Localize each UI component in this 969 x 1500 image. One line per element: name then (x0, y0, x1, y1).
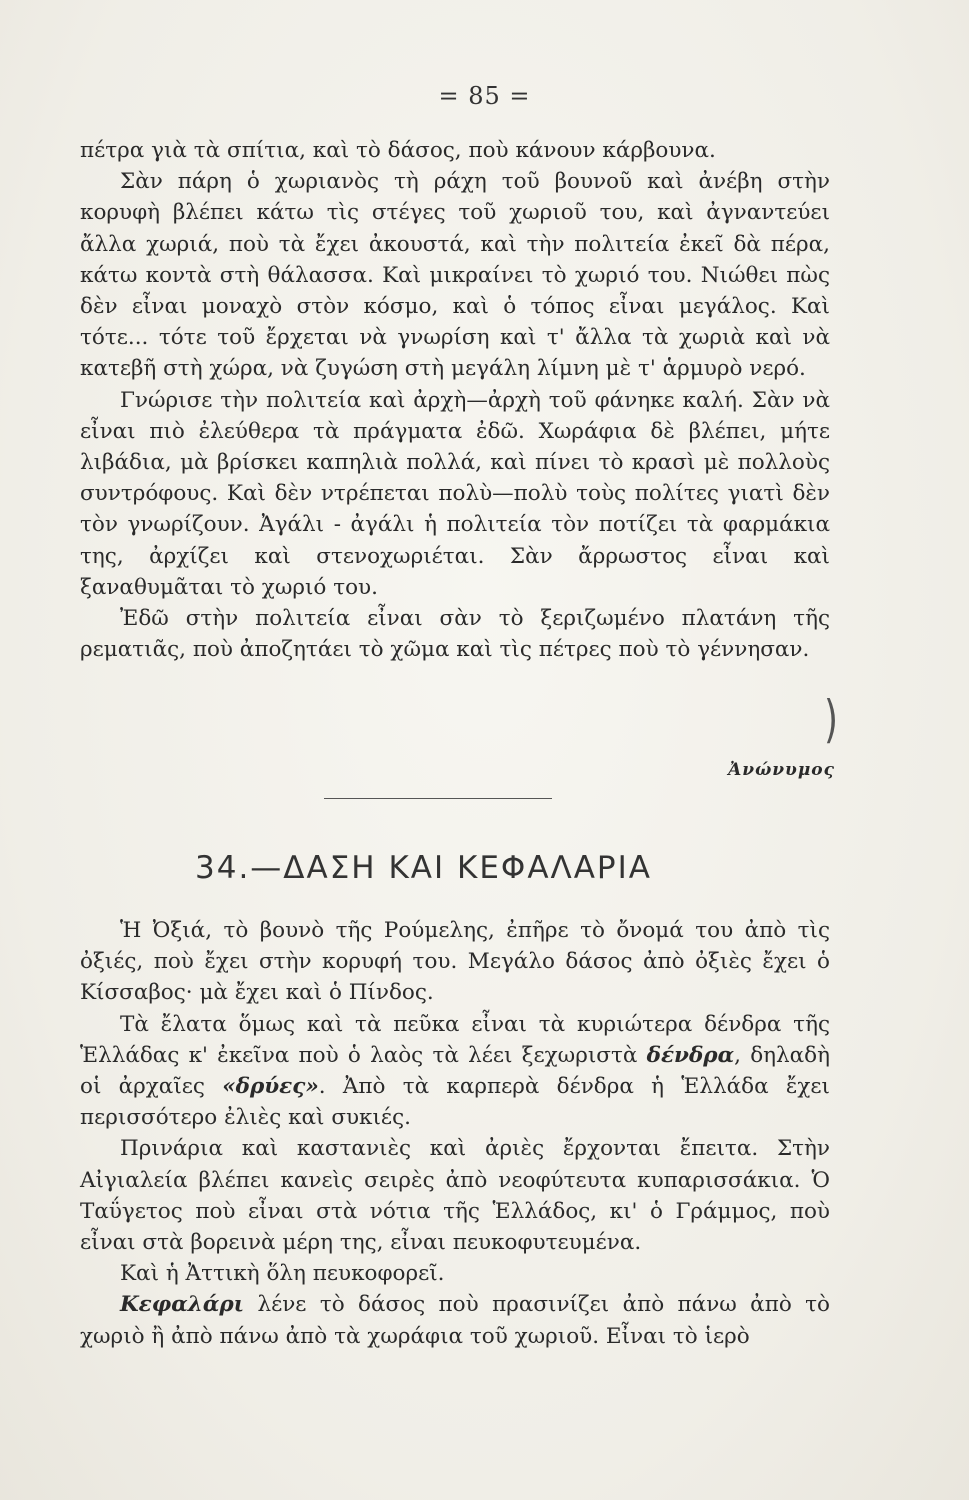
closing-bracket-mark: ) (824, 691, 839, 750)
paragraph: Ἡ Ὀξιά, τὸ βουνὸ τῆς Ρούμελης, ἐπῆρε τὸ ὄνομά του ἀπὸ τὶς ὀξιές, ποὺ ἔχει στὴν κορυφή του. Μεγάλο δάσος ἀπὸ ὀξιὲς ἔχει ὁ Κίσσαβος· μὰ ἔχει καὶ ὁ Πίνδος. (80, 918, 830, 1006)
paragraph (80, 1009, 830, 1134)
emphasized-term: Κεφαλάρι (120, 1292, 245, 1318)
paragraph: πέτρα γιὰ τὰ σπίτια, καὶ τὸ δάσος, ποὺ κάνουν κάρβουνα. (80, 138, 716, 163)
paragraph: Γνώρισε τὴν πολιτεία καὶ ἀρχὴ—ἀρχὴ τοῦ φάνηκε καλή. Σὰν νὰ εἶναι πιὸ ἐλεύθερα τὰ πράγματα ἐδῶ. Χωράφια δὲ βλέπει, μήτε λιβάδια, μὰ βρίσκει καπηλιὰ πολλά, καὶ πίνει τὸ κρασὶ μὲ πολλοὺς συντρόφους. Καὶ δὲν ντρέπεται πολὺ—πολὺ τοὺς πολίτες γιατὶ δὲν τὸν γνωρίζουν. Ἀγάλι - ἀγάλι ἡ πολιτεία τὸν ποτίζει τὰ φαρμάκια της, ἀρχίζει καὶ στενοχωριέται. Σὰν ἄρρωστος εἶναι καὶ ξαναθυμᾶται τὸ χωριό του. (80, 387, 830, 600)
paragraph-text: . Ἀπὸ τὰ καρπερὰ δένδρα ἡ Ἑλλάδα ἔχει περισσότερο ἐλιὲς καὶ συκιές. (80, 1074, 830, 1131)
paragraph-text: Τὰ ἔλατα ὅμως καὶ τὰ πεῦκα εἶναι τὰ κυριώτερα δένδρα τῆς Ἑλλάδας κ' ἐκεῖνα ποὺ ὁ λαὸς τὰ λέει ξεχωριστὰ (80, 1011, 830, 1068)
paragraph (80, 1289, 830, 1351)
section-heading: 34.—ΔΑΣΗ ΚΑΙ ΚΕΦΑΛΑΡΙΑ (195, 850, 652, 886)
paragraph: Πρινάρια καὶ καστανιὲς καὶ ἀριὲς ἔρχονται ἔπειτα. Στὴν Αἰγιαλεία βλέπει κανεὶς σειρὲς ἀπὸ νεοφύτευτα κυπαρισσάκια. Ὁ Ταΰγετος ποὺ εἶναι στὰ νότια τῆς Ἑλλάδος, κι' ὁ Γράμμος, ποὺ εἶναι στὰ βορεινὰ μέρη της, εἶναι πευκοφυτευμένα. (80, 1136, 830, 1256)
emphasized-term: «δρύες» (222, 1074, 319, 1100)
section-1-text (80, 135, 830, 665)
paragraph-text: , δηλαδὴ οἱ ἀρχαῖες (80, 1042, 830, 1100)
emphasized-term: δένδρα (646, 1042, 735, 1068)
paragraph: Σὰν πάρη ὁ χωριανὸς τὴ ράχη τοῦ βουνοῦ καὶ ἀνέβη στὴν κορυφὴ βλέπει κάτω τὶς στέγες τοῦ χωριοῦ του, καὶ ἀγναντεύει ἄλλα χωριά, ποὺ τὰ ἔχει ἀκουστά, καὶ τὴν πολιτεία ἐκεῖ δὰ πέρα, κάτω κοντὰ στὴ θάλασσα. Καὶ μικραίνει τὸ χωριό του. Νιώθει πὼς δὲν εἶναι μοναχὸ στὸν κόσμο, καὶ ὁ τόπος εἶναι μεγάλος. Καὶ τότε... τότε τοῦ ἔρχεται νὰ γνωρίση καὶ τ' ἄλλα τὰ χωριὰ καὶ νὰ κατεβῆ στὴ χώρα, νὰ ζυγώση στὴ μεγάλη λίμνη μὲ τ' ἁρμυρὸ νερό. (80, 169, 830, 382)
paragraph: Ἐδῶ στὴν πολιτεία εἶναι σὰν τὸ ξεριζωμένο πλατάνη τῆς ρεματιᾶς, ποὺ ἀποζητάει τὸ χῶμα καὶ τὶς πέτρες ποὺ τὸ γέννησαν. (80, 606, 830, 663)
page-number: = 85 = (438, 82, 531, 110)
paragraph: Καὶ ἡ Ἀττικὴ ὅλη πευκοφορεῖ. (120, 1261, 445, 1287)
paragraph-text: λένε τὸ δάσος ποὺ πρασινίζει ἀπὸ πάνω ἀπὸ τὸ χωριὸ ἢ ἀπὸ πάνω ἀπὸ τὰ χωράφια τοῦ χωριοῦ. Εἶναι τὸ ἱερὸ (80, 1292, 830, 1349)
author-signature: Ἀνώνυμος (728, 760, 835, 780)
section-2-text (80, 915, 830, 1352)
section-divider (324, 798, 552, 799)
